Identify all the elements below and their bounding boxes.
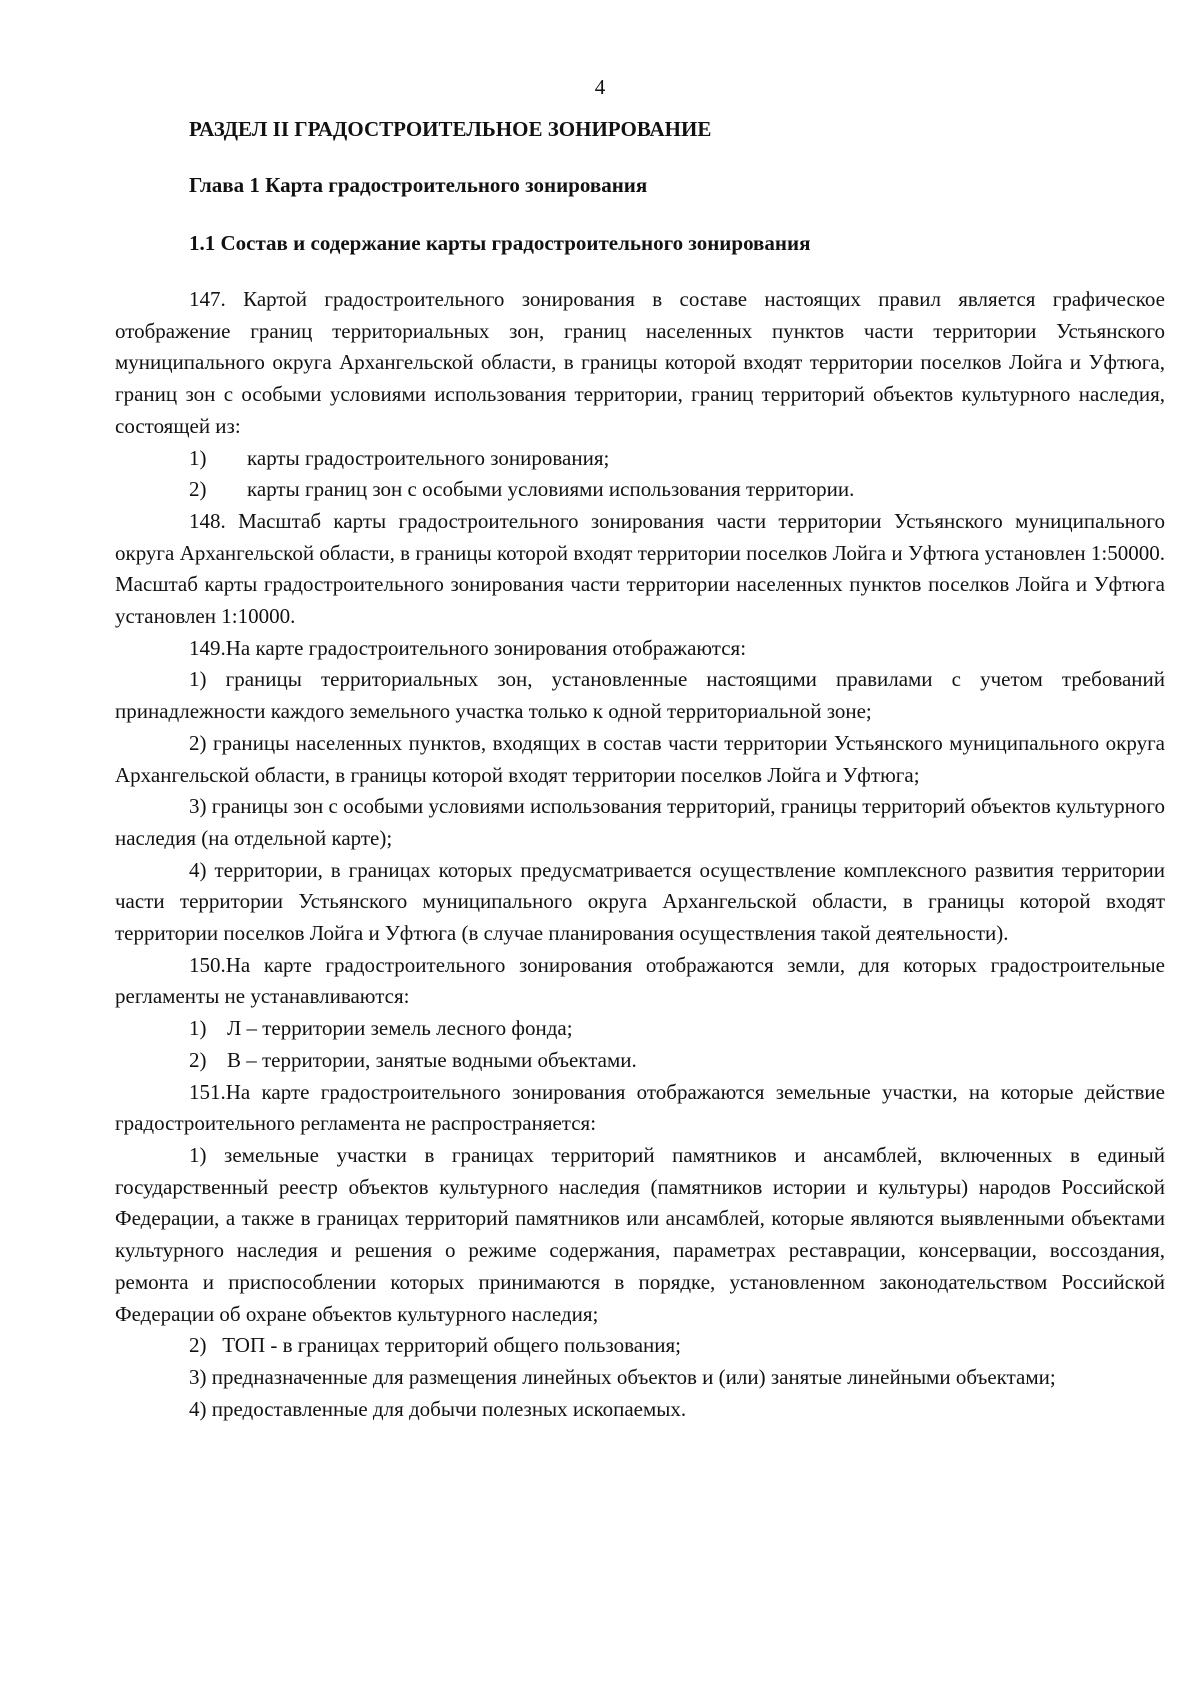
list-item: [115, 474, 1165, 506]
chapter-title: Глава 1 Карта градостроительного зонирования: [189, 173, 648, 197]
list-item-text: В – территории, занятые водными объектами.: [227, 1047, 637, 1072]
section-title: РАЗДЕЛ II ГРАДОСТРОИТЕЛЬНОЕ ЗОНИРОВАНИЕ: [189, 117, 712, 141]
list-item: 1) земельные участки в границах территорий памятников и ансамблей, включенных в единый государственный реестр объектов культурного наследия (памятников истории и культуры) народов Российской Федерации, а также в границах территорий памятников или ансамблей, которые являются выявленными объектами культурного наследия и решения о режиме содержания, параметрах реставрации, консервации, воссоздания, ремонта и приспособлении которых принимаются в порядке, установленном законодательством Российской Федерации об охране объектов культурного наследия;: [115, 1142, 1165, 1326]
paragraph-148: 148. Масштаб карты градостроительного зонирования части территории Устьянского муниципального округа Архангельской области, в границы которой входят территории поселков Лойга и Уфтюга установлен 1:50000. Масштаб карты градостроительного зонирования части территории населенных пунктов поселков Лойга и Уфтюга установлен 1:10000.: [115, 508, 1165, 629]
list-item-number: 2): [189, 477, 207, 502]
paragraph-150: 150.На карте градостроительного зонирования отображаются земли, для которых градостроительные регламенты не устанавливаются:: [115, 952, 1165, 1009]
list-item-text: карты градостроительного зонирования;: [247, 445, 610, 470]
list-item: 4) предоставленные для добычи полезных ископаемых.: [189, 1396, 687, 1421]
paragraph-149: 149.На карте градостроительного зонирования отображаются:: [189, 635, 747, 660]
list-item-text: Л – территории земель лесного фонда;: [227, 1016, 573, 1041]
list-item-number: 2): [189, 1047, 207, 1072]
list-item-number: 1): [189, 1016, 207, 1041]
list-item: [115, 1045, 1165, 1077]
list-item-number: 1): [189, 445, 207, 470]
paragraph-151: 151.На карте градостроительного зонирования отображаются земельные участки, на которые действие градостроительного регламента не распространяется:: [115, 1079, 1165, 1136]
list-item: 2) границы населенных пунктов, входящих в состав части территории Устьянского муниципального округа Архангельской области, в границы которой входят территории поселков Лойга и Уфтюга;: [115, 730, 1165, 787]
list-item: 3) границы зон с особыми условиями использования территорий, границы территорий объектов культурного наследия (на отдельной карте);: [115, 794, 1165, 850]
list-item: [115, 443, 1165, 475]
subsection-title: 1.1 Состав и содержание карты градостроительного зонирования: [189, 231, 811, 255]
page-number: 4: [594, 75, 606, 99]
list-item: 4) территории, в границах которых предусматривается осуществление комплексного развития территории части территории Устьянского муниципального округа Архангельской области, в границы которой входят территории поселков Лойга и Уфтюга (в случае планирования осуществления такой деятельности).: [115, 857, 1165, 946]
list-item-text: карты границ зон с особыми условиями использования территории.: [247, 477, 855, 502]
paragraph-147: 147. Картой градостроительного зонирования в составе настоящих правил является графическое отображение границ территориальных зон, границ населенных пунктов части территории Устьянского муниципального округа Архангельской области, в границы которой входят территории поселков Лойга и Уфтюга, границ зон с особыми условиями использования территории, границ территорий объектов культурного наследия, состоящей из:: [115, 287, 1165, 438]
list-item: 1) границы территориальных зон, установленные настоящими правилами с учетом требований принадлежности каждого земельного участка только к одной территориальной зоне;: [115, 667, 1165, 724]
list-item: 3) предназначенные для размещения линейных объектов и (или) занятые линейными объектами;: [189, 1364, 1056, 1389]
document-body: [115, 284, 1165, 1425]
list-item: 2) ТОП - в границах территорий общего пользования;: [189, 1333, 682, 1358]
list-item: [115, 1013, 1165, 1045]
